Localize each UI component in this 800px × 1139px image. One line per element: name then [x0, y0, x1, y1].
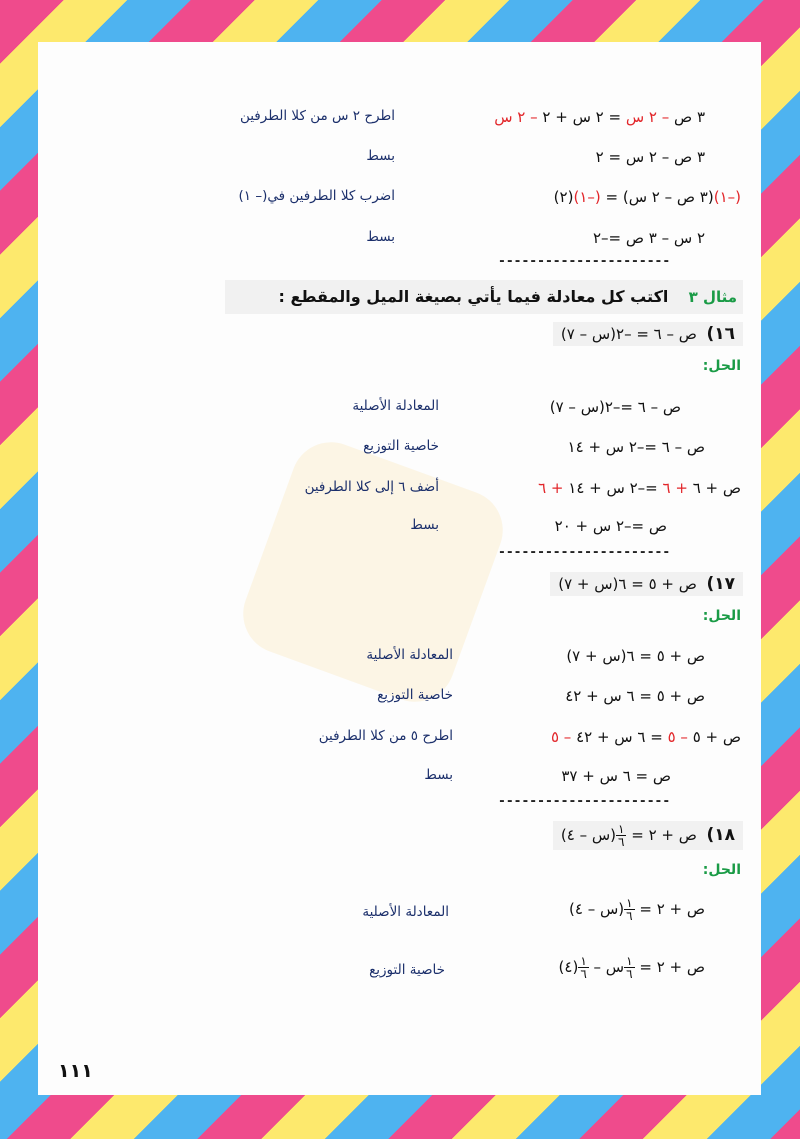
eq-line-4: ٢ س – ٣ ص =–٢: [592, 229, 705, 247]
p16-note-2: خاصية التوزيع: [363, 438, 439, 454]
fraction: $\frac{١}{٦}$: [626, 896, 633, 923]
watermark-logo: [232, 431, 514, 713]
problem-18: ١٨) ص + ٢ = $\frac{١}{٦}$ (س – ٤): [553, 821, 743, 850]
solution-label-18: الحل:: [702, 862, 741, 878]
p18-step-2: ص + ٢ = $\frac{١}{٦}$ س – $\frac{١}{٦}$ (٤): [558, 954, 705, 981]
page-sheet: [38, 42, 761, 1095]
fraction: $\frac{١}{٦}$: [626, 954, 633, 981]
example-text: اكتب كل معادلة فيما يأتي بصيغة الميل والمقطع :: [278, 287, 669, 306]
p18-step-1: ص + ٢ = $\frac{١}{٦}$ (س – ٤): [569, 896, 705, 923]
separator: ----------------------: [498, 545, 671, 560]
note-line-3: اضرب كلا الطرفين في(– ١): [238, 188, 395, 204]
p17-note-2: خاصية التوزيع: [377, 687, 453, 703]
p16-step-1: ص – ٦ =–٢(س – ٧): [549, 398, 681, 416]
note-line-2: بسط: [366, 148, 395, 164]
p17-note-4: بسط: [424, 767, 453, 783]
problem-17: ١٧) ص + ٥ = ٦(س + ٧): [550, 572, 743, 596]
fraction: $\frac{١}{٦}$: [618, 822, 625, 849]
solution-label-16: الحل:: [702, 358, 741, 374]
separator: ----------------------: [498, 794, 671, 809]
example-label: مثال ٣: [688, 288, 737, 306]
p18-note-2: خاصية التوزيع: [369, 962, 445, 978]
p17-step-3: ص + ٥ – ٥ = ٦ س + ٤٢ – ٥: [550, 728, 741, 746]
solution-label-17: الحل:: [702, 608, 741, 624]
p17-step-1: ص + ٥ = ٦(س + ٧): [566, 647, 705, 665]
p16-step-4: ص =–٢ س + ٢٠: [554, 517, 667, 535]
note-line-1: اطرح ٢ س من كلا الطرفين: [239, 108, 395, 124]
p16-note-3: أضف ٦ إلى كلا الطرفين: [304, 479, 439, 495]
p17-step-2: ص + ٥ = ٦ س + ٤٢: [565, 687, 705, 705]
p16-note-4: بسط: [410, 517, 439, 533]
eq-line-2: ٣ ص – ٢ س = ٢: [595, 148, 705, 166]
p17-note-1: المعادلة الأصلية: [366, 647, 453, 663]
eq-line-3: (–١)(٣ ص – ٢ س) = (–١)(٢): [553, 188, 741, 206]
problem-16: ١٦) ص – ٦ = –٢(س – ٧): [553, 322, 743, 346]
page-number: ١١١: [58, 1060, 93, 1082]
p16-step-2: ص – ٦ =–٢ س + ١٤: [567, 438, 705, 456]
fraction: $\frac{١}{٦}$: [580, 954, 587, 981]
p16-note-1: المعادلة الأصلية: [352, 398, 439, 414]
p17-step-4: ص = ٦ س + ٣٧: [561, 767, 671, 785]
p16-step-3: ص + ٦ + ٦ =–٢ س + ١٤ + ٦: [538, 479, 741, 497]
example-header: [225, 280, 743, 314]
p18-note-1: المعادلة الأصلية: [362, 904, 449, 920]
eq-line-1: ٣ ص – ٢ س = ٢ س + ٢ – ٢ س: [494, 108, 705, 126]
separator: ----------------------: [498, 254, 671, 269]
p17-note-3: اطرح ٥ من كلا الطرفين: [318, 728, 453, 744]
note-line-4: بسط: [366, 229, 395, 245]
